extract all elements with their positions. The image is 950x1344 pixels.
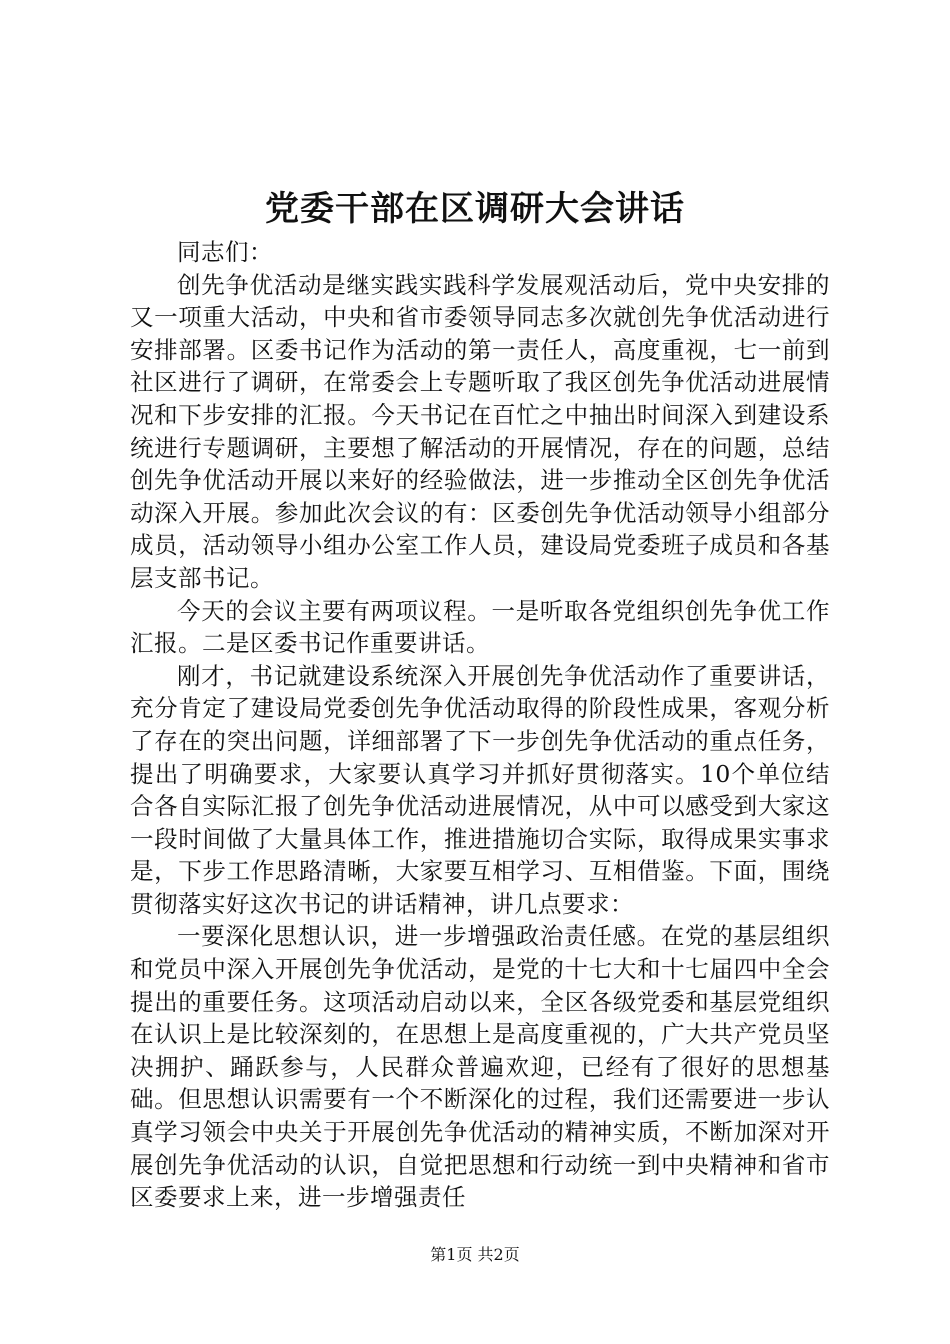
page-number-footer: 第1页 共2页 bbox=[430, 1245, 520, 1264]
document-title: 党委干部在区调研大会讲话 bbox=[265, 189, 685, 229]
document-body bbox=[130, 236, 830, 1214]
body-paragraph: 创先争优活动是继实践实践科学发展观活动后，党中央安排的又一项重大活动，中央和省市委领导同志多次就创先争优活动进行安排部署。区委书记作为活动的第一责任人，高度重视，七一前到社区进行了调研，在常委会上专题听取了我区创先争优活动进展情况和下步安排的汇报。今天书记在百忙之中抽出时间深入到建设系统进行专题调研，主要想了解活动的开展情况，存在的问题，总结创先争优活动开展以来好的经验做法，进一步推动全区创先争优活动深入开展。参加此次会议的有：区委创先争优活动领导小组部分成员，活动领导小组办公室工作人员，建设局党委班子成员和各基层支部书记。 bbox=[130, 270, 830, 592]
body-paragraph: 今天的会议主要有两项议程。一是听取各党组织创先争优工作汇报。二是区委书记作重要讲话。 bbox=[130, 596, 830, 658]
body-paragraph: 刚才，书记就建设系统深入开展创先争优活动作了重要讲话，充分肯定了建设局党委创先争优活动取得的阶段性成果，客观分析了存在的突出问题，详细部署了下一步创先争优活动的重点任务，提出了明确要求，大家要认真学习并抓好贯彻落实。10个单位结合各自实际汇报了创先争优活动进展情况，从中可以感受到大家这一段时间做了大量具体工作，推进措施切合实际，取得成果实事求是，下步工作思路清晰，大家要互相学习、互相借鉴。下面，围绕贯彻落实好这次书记的讲话精神，讲几点要求： bbox=[130, 661, 830, 918]
salutation-paragraph: 同志们： bbox=[177, 238, 273, 266]
body-paragraph: 一要深化思想认识，进一步增强政治责任感。在党的基层组织和党员中深入开展创先争优活动，是党的十七大和十七届四中全会提出的重要任务。这项活动启动以来，全区各级党委和基层党组织在认识上是比较深刻的，在思想上是高度重视的，广大共产党员坚决拥护、踊跃参与，人民群众普遍欢迎，已经有了很好的思想基础。但思想认识需要有一个不断深化的过程，我们还需要进一步认真学习领会中央关于开展创先争优活动的精神实质，不断加深对开展创先争优活动的认识，自觉把思想和行动统一到中央精神和省市区委要求上来，进一步增强责任 bbox=[130, 922, 830, 1212]
